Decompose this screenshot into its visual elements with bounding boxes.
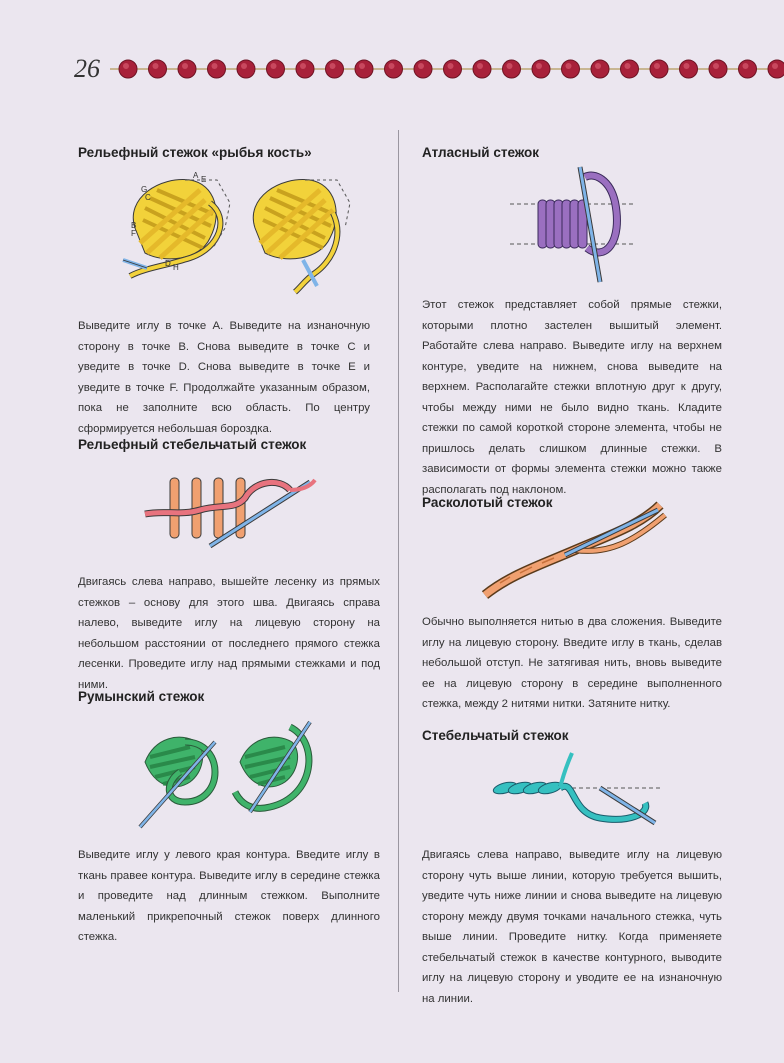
label-e: E — [201, 175, 207, 184]
split-text: Обычно выполняется нитью в два сложения. Выведите иглу на лицевую сторону. Введите иглу в ткань, сделав небольшой отступ. Не затягивая нить, вновь выведите ее на лицевую сторону в середине выполненного стежка, между 2 нитями нитки. Затяните нитку. — [422, 616, 722, 710]
bead — [414, 60, 432, 78]
label-b: B — [131, 221, 137, 230]
satin-stitch-illustration — [505, 162, 645, 287]
stem-title: Стебельчатый стежок — [422, 728, 569, 743]
bead — [326, 60, 344, 78]
bead — [208, 60, 226, 78]
romanian-title: Румынский стежок — [78, 689, 205, 704]
romanian-stitch-illustration — [135, 712, 335, 832]
label-g: G — [141, 185, 148, 194]
column-divider — [398, 130, 399, 992]
stem-text: Двигаясь слева направо, выведите иглу на лицевую сторону чуть выше линии, которую требуется вышить, уведите чуть ниже линии и снова выведите на лицевую сторону между двумя точками начального стежка, чуть выше линии. Проведите нитку. Когда применяете стебельчатый стежок в качестве контурного, выводите иглу на лицевую сторону и уводите ее на изнаночную на линии. — [422, 849, 722, 1005]
bead — [149, 60, 167, 78]
bead — [178, 60, 196, 78]
bead — [562, 60, 580, 78]
romanian-text: Выведите иглу у левого края контура. Введите иглу в ткань правее контура. Выведите иглу в середине стежка и проведите над длинным стежком. Выполните маленький прикрепочный стежок поверх длинного стежка. — [78, 849, 380, 943]
raised-stem-stitch-illustration — [140, 470, 330, 550]
label-f: F — [131, 229, 136, 238]
bead — [532, 60, 550, 78]
bead-border-decoration — [110, 48, 784, 88]
split-stitch-illustration — [480, 495, 670, 600]
bead — [355, 60, 373, 78]
split-title: Расколотый стежок — [422, 495, 553, 510]
fishbone-stitch-illustration — [105, 168, 360, 298]
stem-stitch-illustration — [490, 748, 665, 833]
bead — [768, 60, 784, 78]
label-a: A — [193, 171, 199, 180]
bead — [591, 60, 609, 78]
fishbone-text: Выведите иглу в точке А. Выведите на изнаночную сторону в точке В. Снова выведите в точке С и уведите в точке D. Снова выведите в точке E и уведите в точке F. Продолжайте указанным образом, пока не заполните всю область. По центру сформируется небольшая бороздка. — [78, 320, 370, 435]
bead — [709, 60, 727, 78]
raised-stem-text: Двигаясь слева направо, вышейте лесенку из прямых стежков – основу для этого шва. Двигаясь справа налево, выведите иглу на лицевую сторону на небольшом расстоянии от последнего прямого стежка лесенки. Проведите иглу над прямыми стежками и под ними. — [78, 576, 380, 691]
bead — [621, 60, 639, 78]
satin-title: Атласный стежок — [422, 145, 540, 160]
bead — [473, 60, 491, 78]
label-h: H — [173, 263, 179, 272]
page-number: 26 — [74, 54, 100, 83]
raised-stem-title: Рельефный стебельчатый стежок — [78, 437, 307, 452]
satin-text: Этот стежок представляет собой прямые стежки, которыми плотно застелен вышитый элемент. Работайте слева направо. Выведите иглу на верхнем контуре, уведите на нижнем, снова выведите на верхнем. Располагайте стежки вплотную друг к другу, чтобы между ними не было видно ткань. Кладите стежки по самой короткой стороне элемента, чтобы не пришлось делать слишком длинные стежки. В зависимости от формы элемента стежки можно также располагать под наклоном. — [422, 299, 722, 496]
label-c: C — [145, 193, 151, 202]
bead — [739, 60, 757, 78]
label-d: D — [165, 259, 171, 268]
bead — [385, 60, 403, 78]
bead — [237, 60, 255, 78]
bead — [650, 60, 668, 78]
fishbone-title: Рельефный стежок «рыбья кость» — [78, 145, 312, 160]
bead — [680, 60, 698, 78]
bead — [119, 60, 137, 78]
bead — [267, 60, 285, 78]
bead — [296, 60, 314, 78]
bead — [444, 60, 462, 78]
bead — [503, 60, 521, 78]
